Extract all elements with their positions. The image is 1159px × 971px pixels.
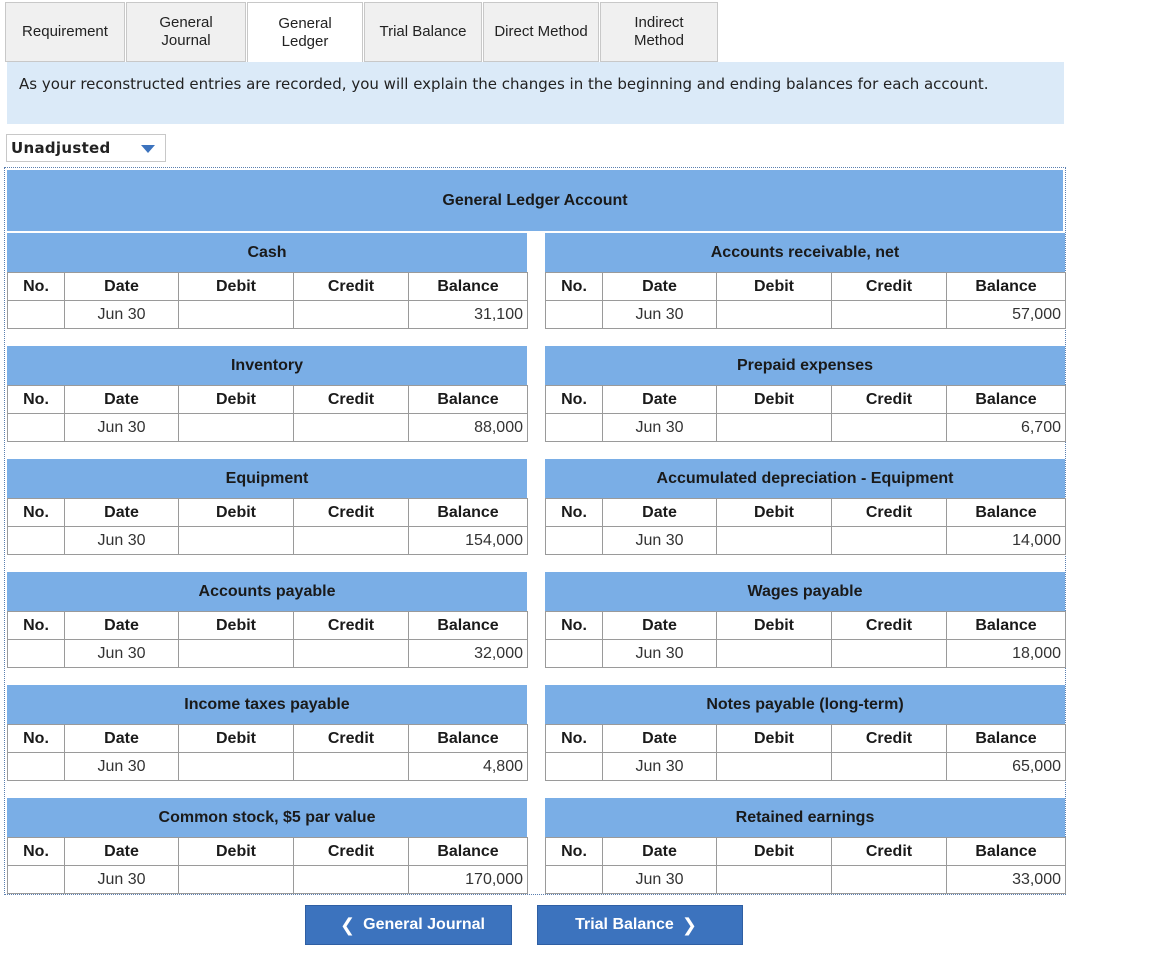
balance-cell: 33,000 bbox=[947, 866, 1066, 894]
ledger-account-common-stock-5-par-value bbox=[7, 798, 527, 893]
column-header-date: Date bbox=[65, 612, 179, 640]
column-header-no: No. bbox=[546, 386, 603, 414]
account-title: Accounts receivable, net bbox=[545, 233, 1065, 272]
header-row bbox=[8, 499, 528, 527]
debit-cell[interactable] bbox=[179, 640, 294, 668]
balance-cell: 88,000 bbox=[409, 414, 528, 442]
no-cell[interactable] bbox=[8, 640, 65, 668]
no-cell[interactable] bbox=[546, 753, 603, 781]
general-ledger-panel bbox=[4, 167, 1066, 895]
account-table bbox=[7, 385, 528, 442]
balance-cell: 31,100 bbox=[409, 301, 528, 329]
credit-cell[interactable] bbox=[294, 866, 409, 894]
column-header-date: Date bbox=[603, 386, 717, 414]
column-header-date: Date bbox=[603, 838, 717, 866]
column-header-no: No. bbox=[546, 273, 603, 301]
column-header-debit: Debit bbox=[717, 612, 832, 640]
ledger-account-inventory bbox=[7, 346, 527, 441]
debit-cell[interactable] bbox=[179, 866, 294, 894]
debit-cell[interactable] bbox=[179, 753, 294, 781]
date-cell: Jun 30 bbox=[603, 866, 717, 894]
credit-cell[interactable] bbox=[294, 753, 409, 781]
no-cell[interactable] bbox=[8, 527, 65, 555]
column-header-no: No. bbox=[546, 499, 603, 527]
column-header-no: No. bbox=[8, 386, 65, 414]
column-header-date: Date bbox=[65, 273, 179, 301]
table-row bbox=[8, 301, 528, 329]
date-cell: Jun 30 bbox=[65, 753, 179, 781]
column-header-balance: Balance bbox=[409, 612, 528, 640]
credit-cell[interactable] bbox=[832, 301, 947, 329]
no-cell[interactable] bbox=[546, 866, 603, 894]
balance-cell: 18,000 bbox=[947, 640, 1066, 668]
column-header-debit: Debit bbox=[179, 273, 294, 301]
tab-general-ledger[interactable]: General Ledger bbox=[247, 2, 363, 63]
column-header-no: No. bbox=[546, 725, 603, 753]
column-header-credit: Credit bbox=[294, 612, 409, 640]
account-title: Equipment bbox=[7, 459, 527, 498]
ledger-account-notes-payable-long-term bbox=[545, 685, 1065, 780]
account-table bbox=[7, 498, 528, 555]
no-cell[interactable] bbox=[8, 753, 65, 781]
credit-cell[interactable] bbox=[294, 640, 409, 668]
column-header-balance: Balance bbox=[947, 725, 1066, 753]
balance-cell: 65,000 bbox=[947, 753, 1066, 781]
header-row bbox=[546, 838, 1066, 866]
column-header-no: No. bbox=[8, 612, 65, 640]
table-row bbox=[8, 527, 528, 555]
table-row bbox=[546, 414, 1066, 442]
column-header-credit: Credit bbox=[832, 386, 947, 414]
column-header-date: Date bbox=[603, 612, 717, 640]
chevron-right-icon: ❯ bbox=[681, 914, 697, 935]
instruction-text: As your reconstructed entries are recorded, you will explain the changes in the beginning and ending balances for each account. bbox=[7, 62, 1064, 124]
balance-cell: 154,000 bbox=[409, 527, 528, 555]
debit-cell[interactable] bbox=[179, 414, 294, 442]
column-header-balance: Balance bbox=[947, 838, 1066, 866]
column-header-date: Date bbox=[603, 725, 717, 753]
ledger-account-accounts-payable bbox=[7, 572, 527, 667]
account-table bbox=[545, 837, 1066, 894]
column-header-balance: Balance bbox=[409, 386, 528, 414]
account-title: Inventory bbox=[7, 346, 527, 385]
table-row bbox=[8, 866, 528, 894]
header-row bbox=[8, 725, 528, 753]
next-button-label: Trial Balance bbox=[575, 916, 674, 933]
column-header-no: No. bbox=[8, 273, 65, 301]
account-title: Notes payable (long-term) bbox=[545, 685, 1065, 724]
column-header-credit: Credit bbox=[294, 725, 409, 753]
date-cell: Jun 30 bbox=[65, 301, 179, 329]
prev-general-journal-button[interactable] bbox=[305, 905, 512, 945]
column-header-credit: Credit bbox=[294, 386, 409, 414]
ledger-account-accounts-receivable-net bbox=[545, 233, 1065, 328]
column-header-balance: Balance bbox=[409, 273, 528, 301]
debit-cell[interactable] bbox=[717, 640, 832, 668]
date-cell: Jun 30 bbox=[65, 866, 179, 894]
column-header-balance: Balance bbox=[409, 838, 528, 866]
chevron-left-icon: ❮ bbox=[340, 914, 356, 935]
credit-cell[interactable] bbox=[832, 527, 947, 555]
ledger-account-wages-payable bbox=[545, 572, 1065, 667]
account-title: Income taxes payable bbox=[7, 685, 527, 724]
date-cell: Jun 30 bbox=[603, 753, 717, 781]
account-title: Cash bbox=[7, 233, 527, 272]
adjustment-select[interactable] bbox=[6, 134, 166, 162]
table-row bbox=[546, 753, 1066, 781]
tab-general-journal[interactable]: General Journal bbox=[126, 2, 246, 62]
account-title: Accounts payable bbox=[7, 572, 527, 611]
column-header-no: No. bbox=[8, 838, 65, 866]
no-cell[interactable] bbox=[546, 640, 603, 668]
table-row bbox=[546, 301, 1066, 329]
date-cell: Jun 30 bbox=[65, 414, 179, 442]
debit-cell[interactable] bbox=[717, 301, 832, 329]
header-row bbox=[546, 612, 1066, 640]
balance-cell: 57,000 bbox=[947, 301, 1066, 329]
account-table bbox=[545, 272, 1066, 329]
credit-cell[interactable] bbox=[294, 527, 409, 555]
account-table bbox=[545, 724, 1066, 781]
credit-cell[interactable] bbox=[832, 414, 947, 442]
account-table bbox=[7, 837, 528, 894]
column-header-credit: Credit bbox=[832, 273, 947, 301]
account-table bbox=[7, 724, 528, 781]
tab-trial-balance[interactable]: Trial Balance bbox=[364, 2, 482, 62]
column-header-credit: Credit bbox=[294, 838, 409, 866]
header-row bbox=[8, 386, 528, 414]
balance-cell: 4,800 bbox=[409, 753, 528, 781]
balance-cell: 14,000 bbox=[947, 527, 1066, 555]
column-header-balance: Balance bbox=[409, 725, 528, 753]
tab-indirect-method[interactable]: Indirect Method bbox=[600, 2, 718, 62]
balance-cell: 32,000 bbox=[409, 640, 528, 668]
adjustment-select-value: Unadjusted bbox=[11, 139, 111, 157]
column-header-credit: Credit bbox=[832, 612, 947, 640]
debit-cell[interactable] bbox=[717, 414, 832, 442]
no-cell[interactable] bbox=[8, 414, 65, 442]
column-header-debit: Debit bbox=[717, 725, 832, 753]
column-header-date: Date bbox=[65, 386, 179, 414]
column-header-no: No. bbox=[546, 612, 603, 640]
ledger-account-accumulated-depreciation-equipment bbox=[545, 459, 1065, 554]
date-cell: Jun 30 bbox=[65, 640, 179, 668]
ledger-title: General Ledger Account bbox=[7, 170, 1063, 231]
account-table bbox=[545, 385, 1066, 442]
column-header-balance: Balance bbox=[947, 499, 1066, 527]
header-row bbox=[8, 273, 528, 301]
no-cell[interactable] bbox=[546, 527, 603, 555]
account-table bbox=[545, 498, 1066, 555]
debit-cell[interactable] bbox=[717, 866, 832, 894]
header-row bbox=[546, 725, 1066, 753]
table-row bbox=[8, 640, 528, 668]
column-header-date: Date bbox=[603, 499, 717, 527]
column-header-debit: Debit bbox=[179, 386, 294, 414]
date-cell: Jun 30 bbox=[65, 527, 179, 555]
balance-cell: 170,000 bbox=[409, 866, 528, 894]
column-header-credit: Credit bbox=[294, 499, 409, 527]
date-cell: Jun 30 bbox=[603, 640, 717, 668]
account-title: Wages payable bbox=[545, 572, 1065, 611]
table-row bbox=[546, 527, 1066, 555]
credit-cell[interactable] bbox=[832, 866, 947, 894]
account-table bbox=[7, 611, 528, 668]
ledger-account-equipment bbox=[7, 459, 527, 554]
debit-cell[interactable] bbox=[179, 301, 294, 329]
credit-cell[interactable] bbox=[294, 301, 409, 329]
chevron-down-icon[interactable] bbox=[141, 145, 155, 153]
column-header-debit: Debit bbox=[717, 838, 832, 866]
column-header-credit: Credit bbox=[832, 838, 947, 866]
column-header-debit: Debit bbox=[717, 386, 832, 414]
column-header-date: Date bbox=[603, 273, 717, 301]
date-cell: Jun 30 bbox=[603, 301, 717, 329]
debit-cell[interactable] bbox=[717, 753, 832, 781]
column-header-debit: Debit bbox=[179, 725, 294, 753]
account-table bbox=[545, 611, 1066, 668]
header-row bbox=[546, 273, 1066, 301]
column-header-balance: Balance bbox=[947, 386, 1066, 414]
date-cell: Jun 30 bbox=[603, 414, 717, 442]
tab-requirement[interactable]: Requirement bbox=[5, 2, 125, 62]
no-cell[interactable] bbox=[546, 414, 603, 442]
no-cell[interactable] bbox=[8, 301, 65, 329]
column-header-balance: Balance bbox=[947, 273, 1066, 301]
tab-direct-method[interactable]: Direct Method bbox=[483, 2, 599, 62]
account-title: Accumulated depreciation - Equipment bbox=[545, 459, 1065, 498]
table-row bbox=[546, 866, 1066, 894]
column-header-date: Date bbox=[65, 499, 179, 527]
column-header-balance: Balance bbox=[409, 499, 528, 527]
column-header-date: Date bbox=[65, 838, 179, 866]
table-row bbox=[546, 640, 1066, 668]
column-header-credit: Credit bbox=[832, 499, 947, 527]
header-row bbox=[546, 499, 1066, 527]
account-table bbox=[7, 272, 528, 329]
header-row bbox=[8, 838, 528, 866]
ledger-account-income-taxes-payable bbox=[7, 685, 527, 780]
header-row bbox=[8, 612, 528, 640]
column-header-debit: Debit bbox=[717, 499, 832, 527]
column-header-credit: Credit bbox=[832, 725, 947, 753]
header-row bbox=[546, 386, 1066, 414]
column-header-debit: Debit bbox=[717, 273, 832, 301]
account-title: Prepaid expenses bbox=[545, 346, 1065, 385]
credit-cell[interactable] bbox=[832, 640, 947, 668]
column-header-no: No. bbox=[546, 838, 603, 866]
account-title: Retained earnings bbox=[545, 798, 1065, 837]
account-title: Common stock, $5 par value bbox=[7, 798, 527, 837]
column-header-debit: Debit bbox=[179, 499, 294, 527]
column-header-debit: Debit bbox=[179, 838, 294, 866]
column-header-balance: Balance bbox=[947, 612, 1066, 640]
next-trial-balance-button[interactable] bbox=[537, 905, 743, 945]
column-header-date: Date bbox=[65, 725, 179, 753]
ledger-account-prepaid-expenses bbox=[545, 346, 1065, 441]
balance-cell: 6,700 bbox=[947, 414, 1066, 442]
no-cell[interactable] bbox=[8, 866, 65, 894]
ledger-account-cash bbox=[7, 233, 527, 328]
no-cell[interactable] bbox=[546, 301, 603, 329]
date-cell: Jun 30 bbox=[603, 527, 717, 555]
table-row bbox=[8, 753, 528, 781]
ledger-account-retained-earnings bbox=[545, 798, 1065, 893]
prev-button-label: General Journal bbox=[363, 916, 485, 933]
column-header-no: No. bbox=[8, 725, 65, 753]
column-header-no: No. bbox=[8, 499, 65, 527]
column-header-debit: Debit bbox=[179, 612, 294, 640]
credit-cell[interactable] bbox=[832, 753, 947, 781]
debit-cell[interactable] bbox=[717, 527, 832, 555]
debit-cell[interactable] bbox=[179, 527, 294, 555]
credit-cell[interactable] bbox=[294, 414, 409, 442]
table-row bbox=[8, 414, 528, 442]
column-header-credit: Credit bbox=[294, 273, 409, 301]
